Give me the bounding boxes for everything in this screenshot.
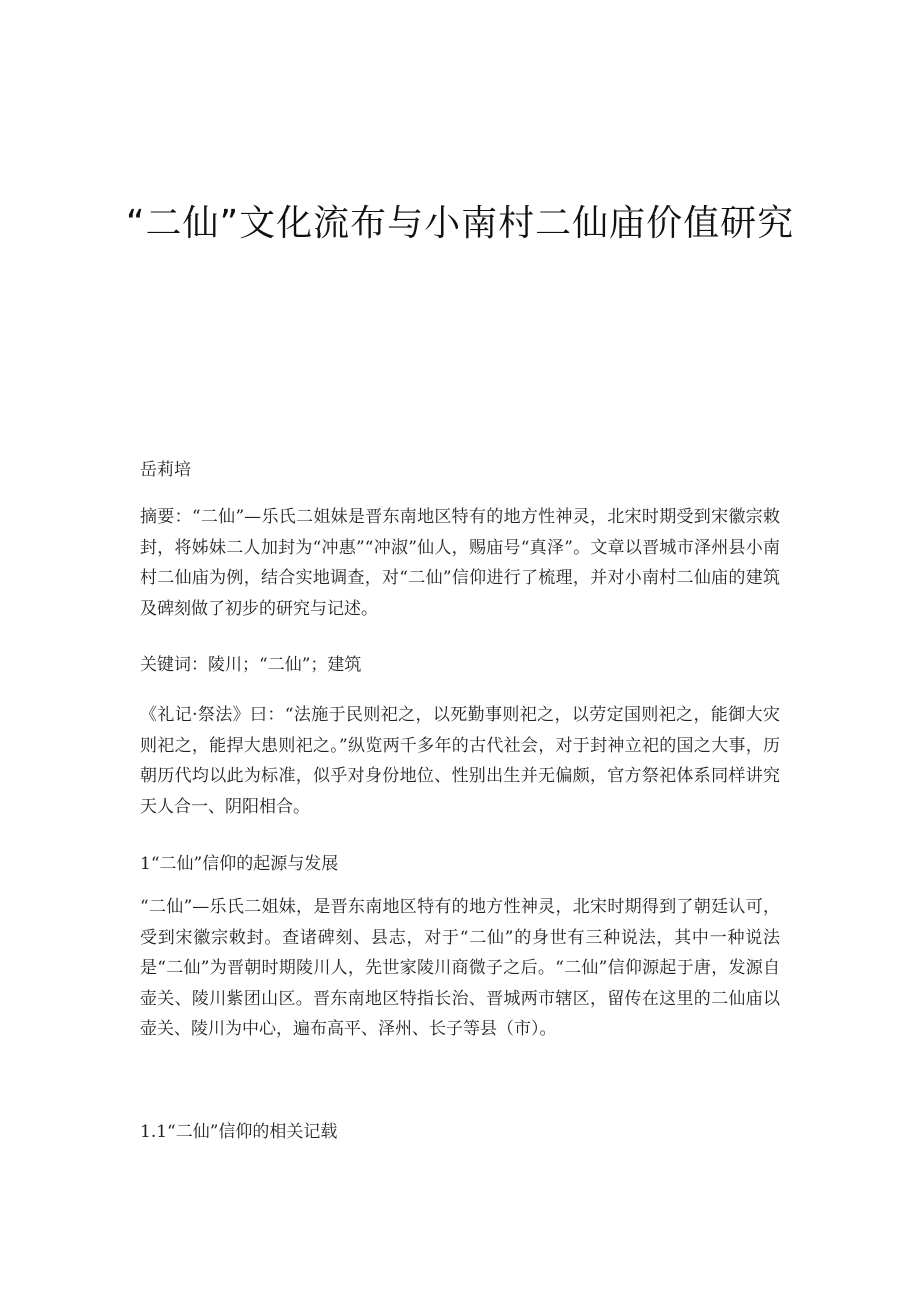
section-1-paragraph: “二仙”—乐氏二姐妹，是晋东南地区特有的地方性神灵，北宋时期得到了朝廷认可，受到宋徽宗敕封。查诸碑刻、县志，对于“二仙”的身世有三种说法，其中一种说法是“二仙”为晋朝时期陵川人，先世家陵川商微子之后。“二仙”信仰源起于唐，发源自壶关、陵川紫团山区。晋东南地区特指长治、晋城两市辖区，留传在这里的二仙庙以壶关、陵川为中心，遍布高平、泽州、长子等县（市）。: [140, 897, 780, 1039]
intro-paragraph: 《礼记·祭法》曰：“法施于民则祀之，以死勤事则祀之，以劳定国则祀之，能御大灾则祀之，能捍大患则祀之。”纵览两千多年的古代社会，对于封神立祀的国之大事，历朝历代均以此为标准，似乎对身份地位、性别出生并无偏颇，官方祭祀体系同样讲究天人合一、阴阳相合。: [140, 705, 780, 817]
abstract-paragraph: 摘要：“二仙”—乐氏二姐妹是晋东南地区特有的地方性神灵，北宋时期受到宋徽宗敕封，将姊妹二人加封为“冲惠”“冲淑”仙人，赐庙号“真泽”。文章以晋城市泽州县小南村二仙庙为例，结合实地调查，对“二仙”信仰进行了梳理，并对小南村二仙庙的建筑及碑刻做了初步的研究与记述。: [140, 507, 780, 619]
author-name: 岳莉培: [140, 460, 191, 480]
section-heading-1: 1“二仙”信仰的起源与发展: [140, 854, 339, 874]
section-heading-1-1: 1.1“二仙”信仰的相关记载: [140, 1122, 338, 1142]
document-title: “二仙”文化流布与小南村二仙庙价值研究: [125, 203, 795, 244]
keywords-line: 关键词：陵川；“二仙”；建筑: [140, 655, 362, 675]
